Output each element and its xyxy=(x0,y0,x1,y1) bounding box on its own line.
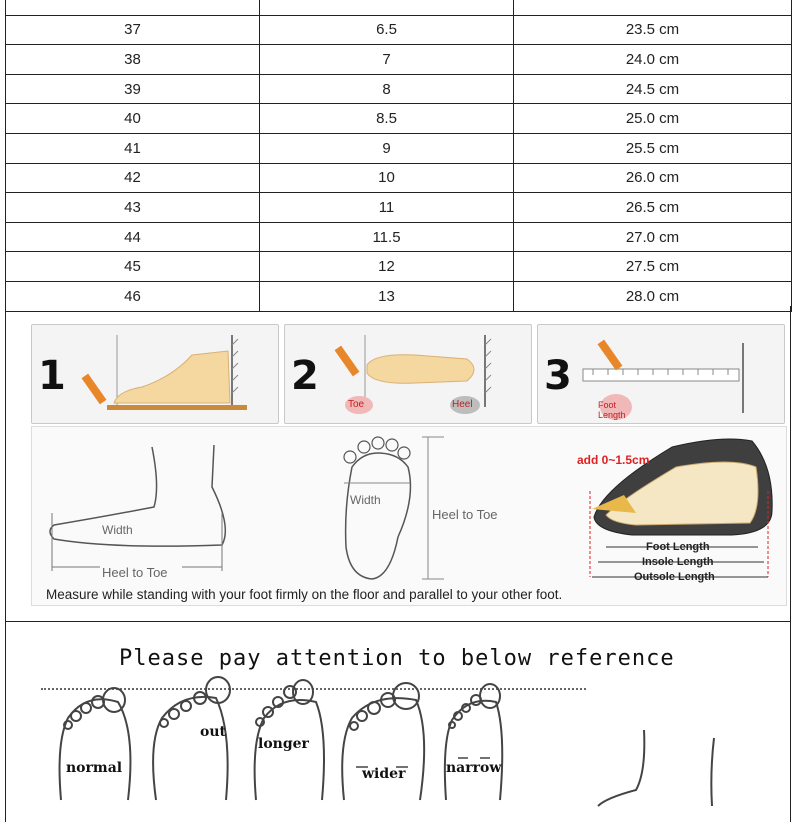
eu-size-cell: 45 xyxy=(6,252,260,282)
us-size-cell: 11.5 xyxy=(260,222,514,252)
foot-type-normal-label: normal xyxy=(66,760,123,776)
measure-note: Measure while standing with your foot firmly on the floor and parallel to your other foot. xyxy=(46,587,563,602)
us-size-cell: 12 xyxy=(260,252,514,282)
foot-length-cell: 24.0 cm xyxy=(514,45,792,75)
add-length-label: add 0~1.5cm xyxy=(577,453,650,467)
foot-length-cell: 27.5 cm xyxy=(514,252,792,282)
table-row xyxy=(6,45,792,75)
ruler-illustration xyxy=(538,325,784,423)
foot-side-illustration xyxy=(32,325,278,423)
foot-type-out-label: out xyxy=(200,724,226,740)
foot-types-illustration xyxy=(6,622,790,822)
step-3-panel xyxy=(537,324,785,424)
step-number: 3 xyxy=(544,353,572,399)
table-row xyxy=(6,74,792,104)
us-size-cell: 9 xyxy=(260,133,514,163)
heel-label: Heel xyxy=(452,399,473,410)
foot-length-cell: 25.0 cm xyxy=(514,104,792,134)
foot-reference-section xyxy=(5,622,791,822)
foot-length-cell: 26.5 cm xyxy=(514,193,792,223)
step-1-panel xyxy=(31,324,279,424)
foot-top-illustration xyxy=(285,325,531,423)
insole-length-label: Insole Length xyxy=(642,556,714,568)
outsole-length-label: Outsole Length xyxy=(634,571,715,583)
eu-size-cell: 38 xyxy=(6,45,260,75)
us-size-cell: 13 xyxy=(260,281,514,311)
eu-size-cell: 41 xyxy=(6,133,260,163)
side-width-label: Width xyxy=(102,523,133,537)
foot-length-label: Foot Length xyxy=(598,400,626,420)
foot-type-longer-label: longer xyxy=(258,736,309,752)
us-size-cell: 6.5 xyxy=(260,15,514,45)
side-heel-toe-label: Heel to Toe xyxy=(102,565,168,580)
table-row xyxy=(6,15,792,45)
eu-size-cell: 40 xyxy=(6,104,260,134)
reference-title: Please pay attention to below reference xyxy=(119,646,675,671)
table-row xyxy=(6,222,792,252)
size-chart-table xyxy=(5,0,792,312)
sole-heel-toe-label: Heel to Toe xyxy=(432,507,498,522)
us-size-cell: 8.5 xyxy=(260,104,514,134)
table-row xyxy=(6,163,792,193)
foot-length-cell: 26.0 cm xyxy=(514,163,792,193)
eu-size-cell: 43 xyxy=(6,193,260,223)
foot-type-wider-label: wider xyxy=(362,766,406,782)
foot-length-cell: 25.5 cm xyxy=(514,133,792,163)
foot-length-cell: 28.0 cm xyxy=(514,281,792,311)
toe-label: Toe xyxy=(348,399,365,410)
us-size-cell: 10 xyxy=(260,163,514,193)
step-number: 1 xyxy=(38,353,66,399)
measurement-guide xyxy=(5,306,791,622)
eu-size-cell: 39 xyxy=(6,74,260,104)
step-2-panel xyxy=(284,324,532,424)
table-row xyxy=(6,193,792,223)
foot-diagrams xyxy=(31,426,787,606)
foot-length-cell: 27.0 cm xyxy=(514,222,792,252)
table-row-partial xyxy=(6,0,792,15)
shoe-foot-length-label: Foot Length xyxy=(646,541,710,553)
table-row xyxy=(6,104,792,134)
eu-size-cell: 42 xyxy=(6,163,260,193)
us-size-cell: 11 xyxy=(260,193,514,223)
table-row xyxy=(6,252,792,282)
sole-width-label: Width xyxy=(350,493,381,507)
step-number: 2 xyxy=(291,353,319,399)
eu-size-cell: 46 xyxy=(6,281,260,311)
foot-length-cell: 23.5 cm xyxy=(514,15,792,45)
table-row xyxy=(6,133,792,163)
us-size-cell: 7 xyxy=(260,45,514,75)
foot-type-narrow-label: narrow xyxy=(446,760,502,776)
foot-length-cell: 24.5 cm xyxy=(514,74,792,104)
eu-size-cell: 44 xyxy=(6,222,260,252)
eu-size-cell: 37 xyxy=(6,15,260,45)
us-size-cell: 8 xyxy=(260,74,514,104)
